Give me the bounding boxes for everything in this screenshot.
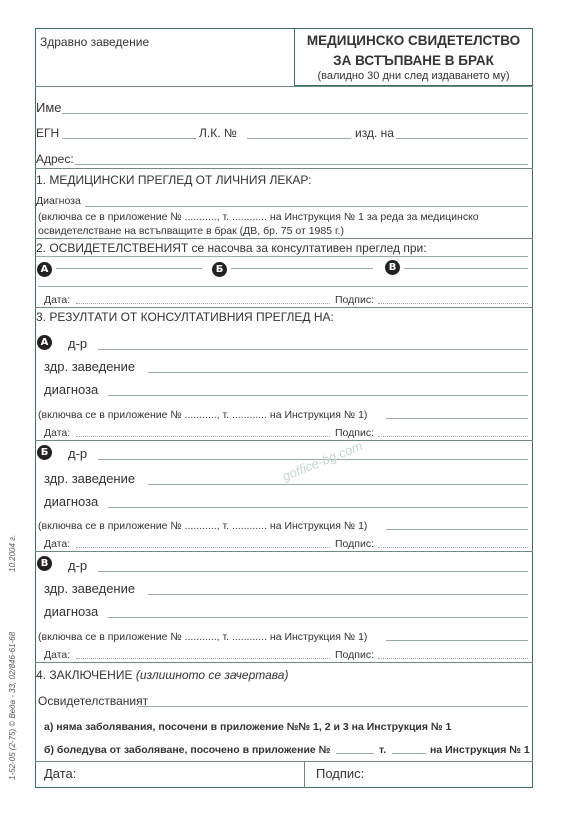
egn-label: ЕГН [36,126,60,140]
section3-divider [35,307,533,308]
option-b-part2: т. [379,744,387,756]
result-a-facility-label: здр. заведение [44,359,136,374]
result-a-facility-field[interactable] [148,372,528,373]
id-card-label: Л.К. № [199,126,237,140]
result-v-diagnosis-label: диагноза [44,604,99,619]
final-signature-label: Подпис: [316,766,365,781]
result-b-badge: Б [37,445,52,460]
badge-b: Б [212,262,227,277]
result-a-signature-field[interactable] [378,436,528,437]
section2-signature-label: Подпис: [335,294,375,306]
result-v-date-field[interactable] [76,658,330,659]
result-b-diagnosis-label: диагноза [44,494,99,509]
section1-note-line2: освидетелстване на встъпващите в брак (ДВ, бр. 75 от 1985 г.) [38,225,344,237]
result-b-date-field[interactable] [76,547,330,548]
result-v-note: (включва се в приложение № ..........., т. ............ на Инструкция № 1) [38,631,368,643]
result-b-signature-field[interactable] [378,547,528,548]
result-b-doctor-label: д-р [68,446,88,461]
section4-heading-text: 4. ЗАКЛЮЧЕНИЕ [36,668,133,682]
result-v-signature-field[interactable] [378,658,528,659]
result-b-facility-label: здр. заведение [44,471,136,486]
result-a-doctor-field[interactable] [98,349,528,350]
header-divider [35,86,533,87]
result-b-diagnosis-field[interactable] [108,507,528,508]
footer-separator [304,761,305,788]
section2-date-field[interactable] [76,303,330,304]
watermark: goffice-bg.com [280,438,365,484]
validity-note: (валидно 30 дни след издаването му) [317,70,510,82]
result-a-date-field[interactable] [76,436,330,437]
section4-heading-note: (излишното се зачертава) [135,668,289,682]
title-line-1: МЕДИЦИНСКО СВИДЕТЕЛСТВО [306,33,521,48]
result-b-signature-label: Подпис: [335,538,375,550]
print-info: 1-52-05 (2-75) © Веда - 33, 02/846-61-68 [8,631,17,780]
result-a-signature-label: Подпис: [335,427,375,439]
section2-divider [35,238,533,239]
result-v-badge: В [37,556,52,571]
result-a-date-label: Дата: [44,427,71,439]
section4-divider [35,662,533,663]
option-b-part3: на Инструкция № 1 [430,744,530,756]
final-date-label: Дата: [44,766,77,781]
subject-field[interactable] [138,706,528,707]
title-line-2: ЗА ВСТЪПВАНЕ В БРАК [333,53,494,68]
section1-heading: 1. МЕДИЦИНСКИ ПРЕГЛЕД ОТ ЛИЧНИЯ ЛЕКАР: [36,173,312,187]
referral-b-field[interactable] [231,268,373,269]
result-b-note: (включва се в приложение № ..........., т. ............ на Инструкция № 1) [38,520,368,532]
result-v-diagnosis-field[interactable] [108,617,528,618]
option-b-item-field[interactable] [392,753,426,754]
result-v-facility-label: здр. заведение [44,581,136,596]
result-v-note-field[interactable] [386,640,528,641]
result-a-doctor-label: д-р [68,336,88,351]
referral-a-field[interactable] [56,268,202,269]
result-v-date-label: Дата: [44,649,71,661]
result-b-date-label: Дата: [44,538,71,550]
result-v-doctor-label: д-р [68,558,88,573]
result-a-divider [35,440,533,441]
result-b-note-field[interactable] [386,529,528,530]
result-v-doctor-field[interactable] [98,571,528,572]
referral-v-field[interactable] [404,268,528,269]
subject-label: Освидетелстваният [38,694,149,708]
id-card-field[interactable] [247,138,351,139]
section1-note-line1: (включва се в приложение № ..........., т. ............ на Инструкция № 1 за реда за медицинско [38,211,479,223]
result-a-badge: А [37,335,52,350]
section2-underline [36,256,528,257]
option-b-part1[interactable]: б) боледува от заболяване, посочено в приложение № [44,744,331,756]
result-b-facility-field[interactable] [148,484,528,485]
option-a[interactable]: а) няма заболявания, посочени в приложение №№ 1, 2 и 3 на Инструкция № 1 [44,721,452,733]
section2-heading: 2. ОСВИДЕТЕЛСТВЕНИЯТ се насочва за консултативен преглед при: [36,241,427,255]
result-a-note: (включва се в приложение № ..........., т. ............ на Инструкция № 1) [38,409,368,421]
referral-extra-line[interactable] [38,286,528,287]
result-a-note-field[interactable] [386,418,528,419]
section1-diagnosis-field[interactable] [85,206,528,207]
facility-label: Здравно заведение [40,35,150,49]
result-a-diagnosis-field[interactable] [108,395,528,396]
section2-date-label: Дата: [44,294,71,306]
address-field[interactable] [75,164,528,165]
issued-on-label: изд. на [355,126,394,140]
title-box [294,28,533,86]
section3-heading: 3. РЕЗУЛТАТИ ОТ КОНСУЛТАТИВНИЯ ПРЕГЛЕД НА: [36,310,334,324]
option-b-appendix-field[interactable] [336,753,374,754]
section4-heading [36,668,288,682]
address-label: Адрес: [36,152,74,166]
footer-divider [35,761,533,762]
result-v-facility-field[interactable] [148,594,528,595]
result-a-diagnosis-label: диагноза [44,382,99,397]
name-label: Име [36,100,62,115]
issued-on-field[interactable] [396,138,528,139]
print-date-code: 10.2004 г. [8,534,17,572]
egn-field[interactable] [62,138,196,139]
name-field[interactable] [62,113,528,114]
badge-a: А [37,262,52,277]
result-b-divider [35,551,533,552]
section1-diagnosis-label: Диагноза [36,195,81,207]
result-v-signature-label: Подпис: [335,649,375,661]
badge-v: В [385,260,400,275]
section2-signature-field[interactable] [378,303,528,304]
section1-divider [35,168,533,169]
